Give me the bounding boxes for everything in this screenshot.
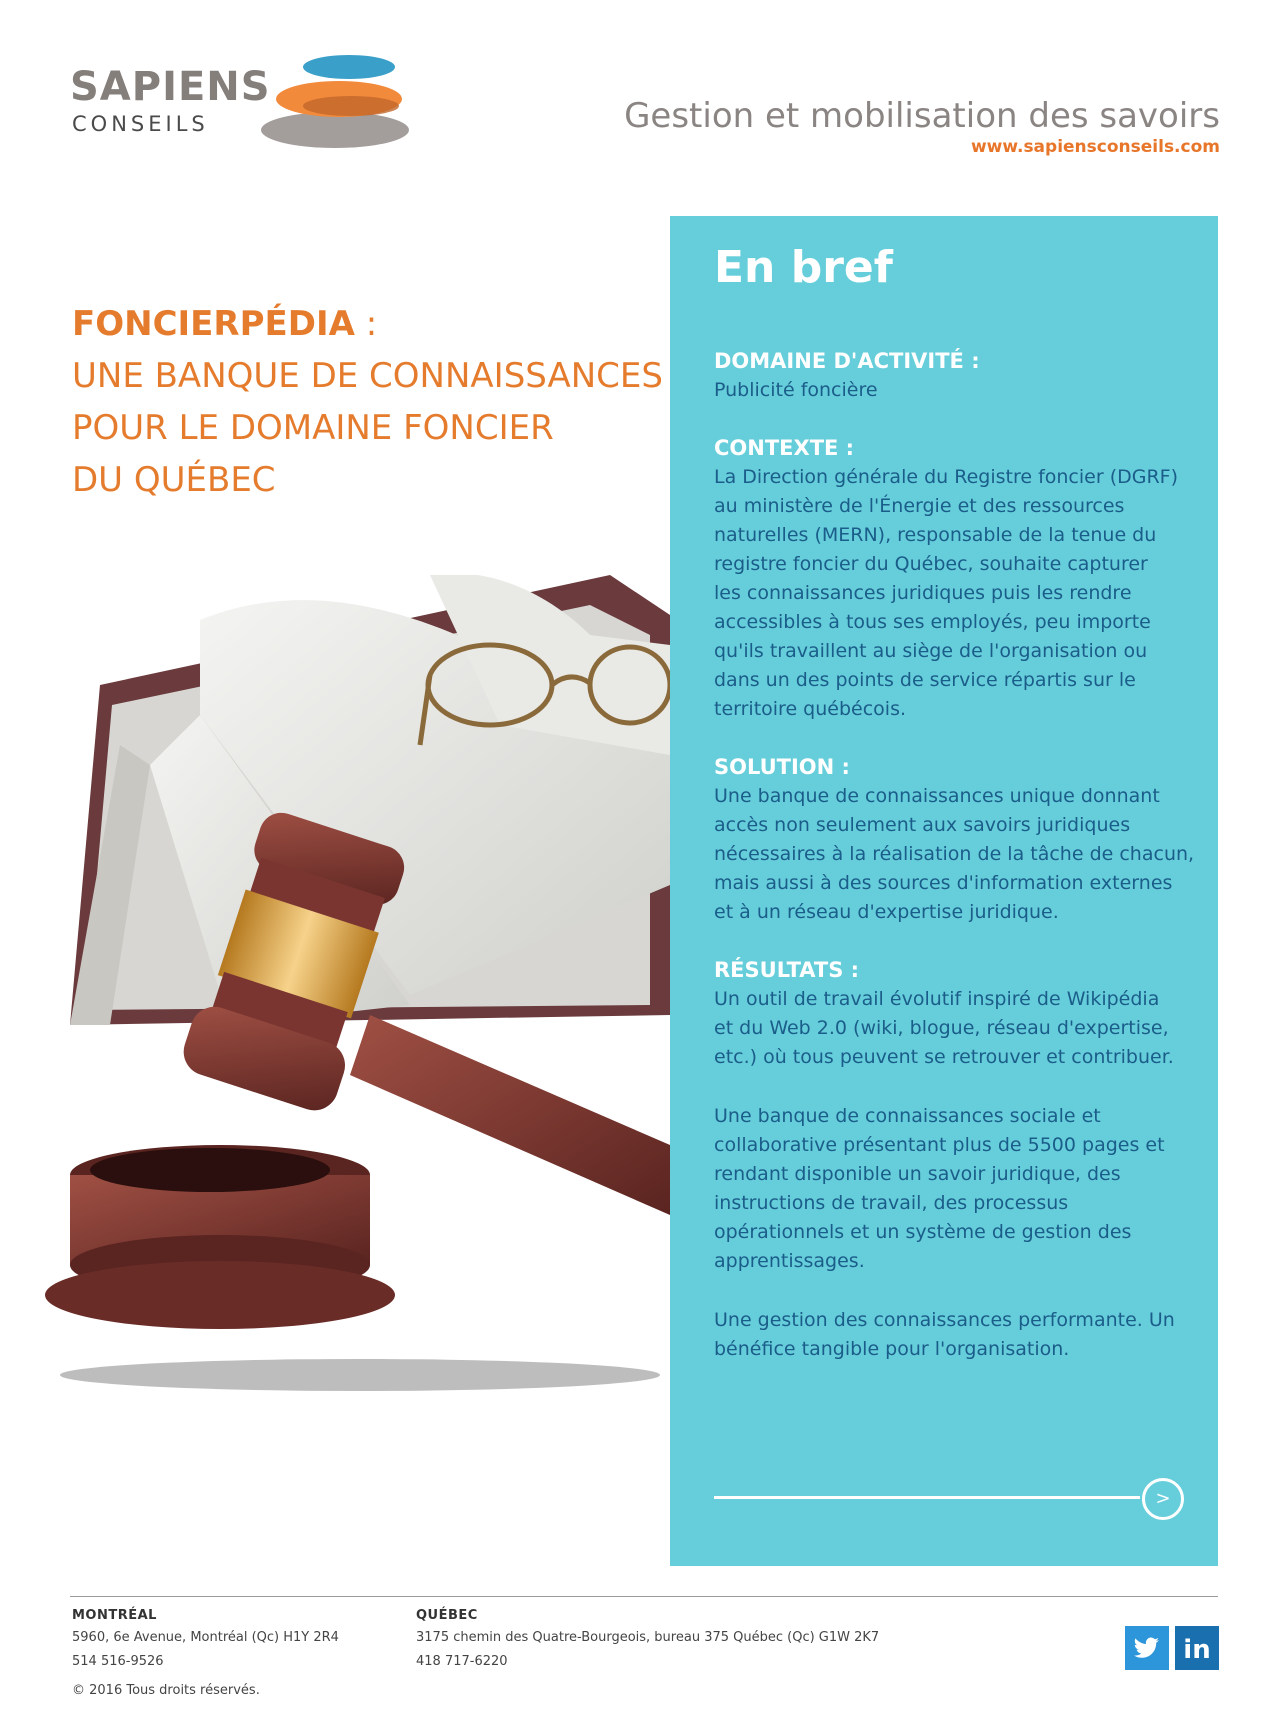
linkedin-button[interactable] — [1175, 1626, 1219, 1670]
section-text-line: accès non seulement aux savoirs juridiques — [714, 814, 1131, 836]
section-text-line: Une banque de connaissances unique donnant — [714, 785, 1160, 807]
footer-city: MONTRÉAL — [72, 1608, 157, 1623]
section-text-line: et du Web 2.0 (wiki, blogue, réseau d'expertise, — [714, 1017, 1169, 1039]
linkedin-label: in — [1183, 1635, 1211, 1665]
section-text-line: Publicité foncière — [714, 379, 878, 401]
twitter-icon — [1125, 1626, 1169, 1670]
footer-quebec — [416, 1606, 879, 1674]
section-title-domain: DOMAINE D'ACTIVITÉ : — [714, 349, 980, 373]
panel-body — [714, 346, 1195, 1364]
footer-montreal — [72, 1606, 339, 1674]
title-first-line — [72, 298, 672, 350]
gavel-book-illustration — [30, 575, 670, 1395]
panel-divider — [714, 1496, 1140, 1499]
section-text-line: accessibles à tous ses employés, peu importe — [714, 611, 1151, 633]
footer-phone: 514 516-9526 — [72, 1654, 164, 1669]
header-tagline: Gestion et mobilisation des savoirs — [624, 96, 1220, 136]
section-text-line: apprentissages. — [714, 1250, 865, 1272]
section-text-line: La Direction générale du Registre foncier (DGRF) — [714, 466, 1179, 488]
section-title-results: RÉSULTATS : — [714, 958, 860, 982]
title-brand: FONCIERPÉDIA — [72, 304, 355, 344]
section-text-line: dans un des points de service répartis sur le — [714, 669, 1136, 691]
section-text-line: au ministère de l'Énergie et des ressources — [714, 495, 1125, 517]
section-text-line: opérationnels et un système de gestion des — [714, 1221, 1132, 1243]
panel-heading: En bref — [714, 242, 893, 293]
section-text-line: registre foncier du Québec, souhaite capturer — [714, 553, 1148, 575]
summary-panel — [670, 216, 1218, 1566]
title-line: POUR LE DOMAINE FONCIER — [72, 408, 554, 448]
section-text-line: territoire québécois. — [714, 698, 907, 720]
next-page-button[interactable]: > — [1142, 1478, 1184, 1520]
document-title — [72, 298, 672, 506]
website-link[interactable]: www.sapiensconseils.com — [970, 137, 1220, 157]
section-text-line: Une gestion des connaissances performante. Un — [714, 1309, 1175, 1331]
linkedin-icon — [1175, 1626, 1219, 1670]
footer-phone: 418 717-6220 — [416, 1654, 508, 1669]
footer-address: 5960, 6e Avenue, Montréal (Qc) H1Y 2R4 — [72, 1630, 339, 1645]
logo-wordmark: SAPIENS — [70, 64, 271, 110]
section-text-line: naturelles (MERN), responsable de la tenue du — [714, 524, 1157, 546]
section-text-line: et à un réseau d'expertise juridique. — [714, 901, 1059, 923]
section-text-line: les connaissances juridiques puis les rendre — [714, 582, 1132, 604]
section-title-solution: SOLUTION : — [714, 755, 850, 779]
footer-address: 3175 chemin des Quatre-Bourgeois, bureau 375 Québec (Qc) G1W 2K7 — [416, 1630, 880, 1645]
section-text-line: mais aussi à des sources d'information externes — [714, 872, 1173, 894]
section-text-line: Une banque de connaissances sociale et — [714, 1105, 1101, 1127]
logo-subtitle: CONSEILS — [72, 112, 209, 136]
title-line: UNE BANQUE DE CONNAISSANCES — [72, 356, 663, 396]
title-colon: : — [354, 304, 378, 344]
sapiens-logo[interactable] — [70, 52, 420, 152]
section-text-line: nécessaires à la réalisation de la tâche de chacun, — [714, 843, 1195, 865]
stacked-stones-icon — [255, 52, 415, 152]
section-text-line: etc.) où tous peuvent se retrouver et contribuer. — [714, 1046, 1174, 1068]
section-text-line: instructions de travail, des processus — [714, 1192, 1069, 1214]
section-title-context: CONTEXTE : — [714, 436, 855, 460]
section-text-line: rendant disponible un savoir juridique, des — [714, 1163, 1121, 1185]
footer-divider — [70, 1596, 1218, 1597]
copyright: © 2016 Tous droits réservés. — [72, 1683, 260, 1698]
section-text-line: collaborative présentant plus de 5500 pages et — [714, 1134, 1165, 1156]
section-text-line: qu'ils travaillent au siège de l'organisation ou — [714, 640, 1148, 662]
section-text-line: bénéfice tangible pour l'organisation. — [714, 1338, 1070, 1360]
section-text-line: Un outil de travail évolutif inspiré de Wikipédia — [714, 988, 1160, 1010]
footer-city: QUÉBEC — [416, 1608, 478, 1623]
title-line: DU QUÉBEC — [72, 460, 276, 500]
twitter-button[interactable] — [1125, 1626, 1169, 1670]
